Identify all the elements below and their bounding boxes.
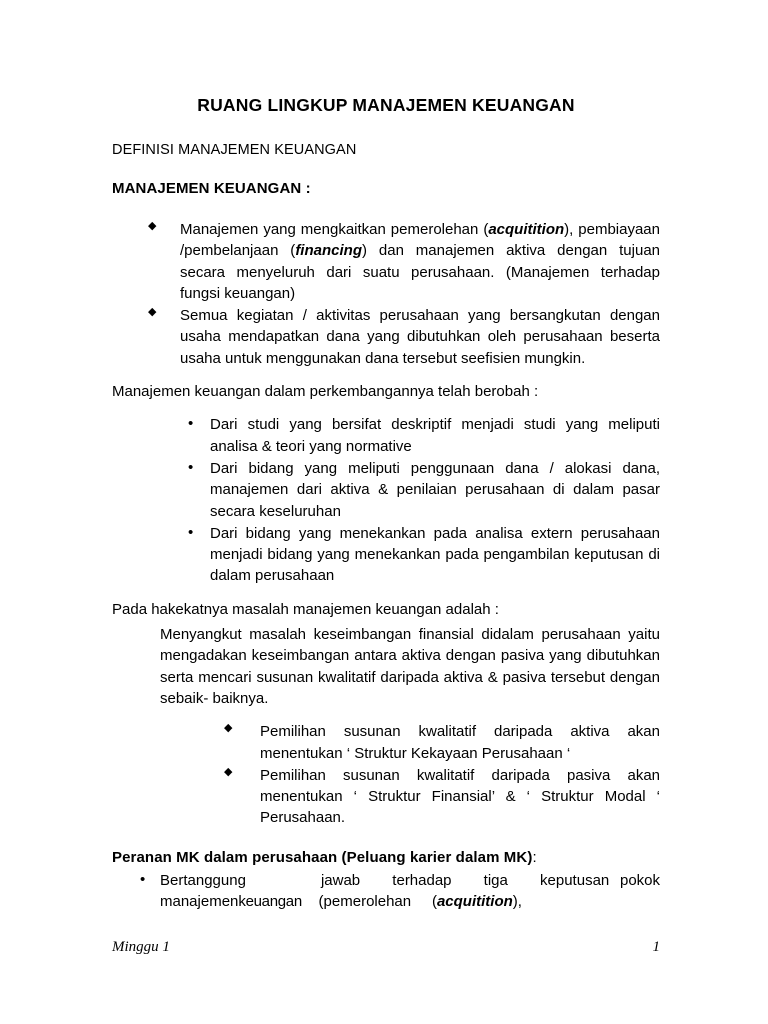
page-title: RUANG LINGKUP MANAJEMEN KEUANGAN (197, 95, 575, 115)
list-item-text: Pemilihan susunan kwalitatif daripada pasiva akan menentukan ‘ Struktur Finansial’ & ‘ Struktur Modal ‘ Perusahaan. (260, 766, 660, 827)
diamond-bullet-icon: ◆ (148, 306, 157, 319)
diamond-bullet-icon: ◆ (148, 220, 157, 232)
paragraph-hakekat-body: Menyangkut masalah keseimbangan finansial didalam perusahaan yaitu mengadakan keseimbangan antara aktiva dengan pasiva yang dibutuhkan serta mencari susunan kwalitatif daripada aktiva & pasiva tersebut dengan sebaik- baiknya. (160, 626, 660, 707)
bullet-list-perkembangan (112, 414, 660, 586)
list-item-text: Dari bidang yang meliputi penggunaan dana / alokasi dana, manajemen dari aktiva & penilaian perusahaan di dalam pasar secara keseluruhan (210, 459, 660, 520)
disc-bullet-icon: • (140, 870, 146, 888)
list-item (112, 414, 660, 457)
list-item (112, 523, 660, 587)
list-item-text: Pemilihan susunan kwalitatif daripada aktiva akan menentukan ‘ Struktur Kekayaan Perusahaan ‘ (260, 723, 660, 762)
list-item-text: Semua kegiatan / aktivitas perusahaan yang bersangkutan dengan usaha mendapatkan dana yang dibutuhkan oleh perusahaan beserta usaha untuk menggunakan dana tersebut seefisien mungkin. (180, 307, 660, 367)
section-heading-peranan-mk (112, 849, 660, 866)
list-item (112, 870, 660, 913)
disc-bullet-icon: • (188, 523, 194, 541)
bullet-list-peranan (112, 870, 660, 913)
page-number: 1 (652, 939, 660, 955)
footer-left-text: Minggu 1 (112, 939, 170, 955)
section-heading-manajemen-keuangan: MANAJEMEN KEUANGAN : (112, 180, 311, 197)
diamond-bullet-icon: ◆ (224, 765, 233, 778)
list-item (112, 765, 660, 829)
list-item (112, 305, 660, 369)
section-subheading: DEFINISI MANAJEMEN KEUANGAN (112, 142, 357, 158)
list-item (112, 721, 660, 764)
bullet-list-definisi (112, 219, 660, 369)
diamond-bullet-icon: ◆ (224, 722, 233, 735)
disc-bullet-icon: • (188, 458, 194, 476)
list-item-text: Bertanggung jawab terhadap tiga keputusan pokok manajemenkeuangan (pemerolehan (acquitition), (160, 871, 660, 911)
bullet-list-struktur (112, 721, 660, 828)
list-item-text: Dari bidang yang menekankan pada analisa extern perusahaan menjadi bidang yang menekankan pada pengambilan keputusan di dalam perusahaan (210, 524, 660, 585)
list-item (112, 458, 660, 522)
list-item-text: Manajemen yang mengkaitkan pemerolehan (acquitition), pembiayaan /pembelanjaan (financing) dan manajemen aktiva dengan tujuan secara menyeluruh dari suatu perusahaan. (Manajemen terhadap fungsi keuangan) (180, 221, 660, 302)
page-footer (0, 939, 768, 956)
list-item-text: Dari studi yang bersifat deskriptif menjadi studi yang meliputi analisa & teori yang normative (210, 416, 660, 455)
section-heading-peranan-mk-text: Peranan MK dalam perusahaan (Peluang karier dalam MK) (112, 848, 533, 866)
paragraph-perkembangan: Manajemen keuangan dalam perkembangannya telah berobah : (112, 383, 539, 401)
section-heading-peranan-mk-colon: : (532, 848, 537, 866)
paragraph-hakekat-intro: Pada hakekatnya masalah manajemen keuangan adalah : (112, 600, 499, 618)
disc-bullet-icon: • (188, 415, 194, 433)
list-item (112, 219, 660, 304)
